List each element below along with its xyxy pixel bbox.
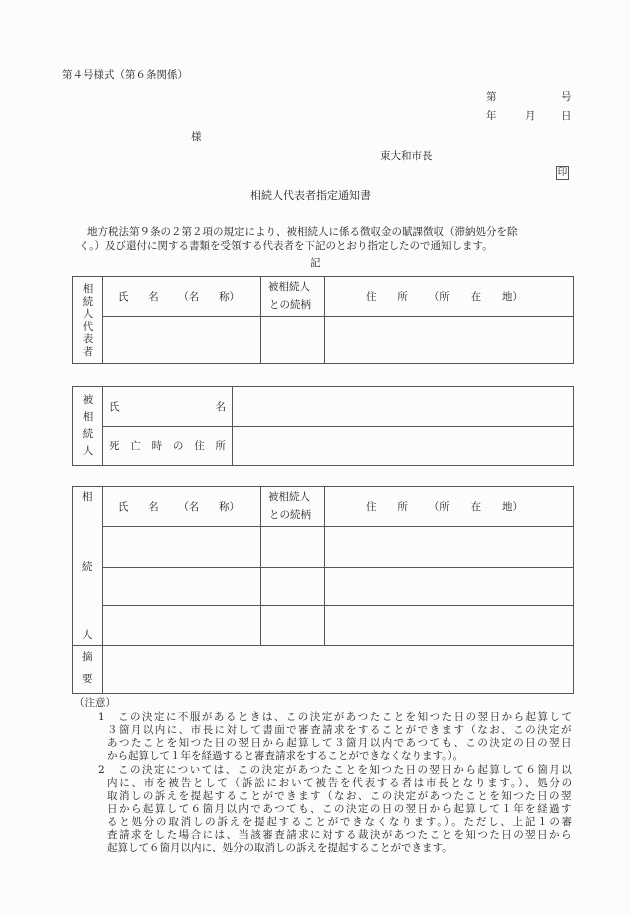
document-title: 相続人代表者指定通知書 — [250, 189, 371, 202]
ki-label: 記 — [310, 257, 321, 269]
addressee-suffix: 様 — [191, 131, 202, 143]
decedent-address-label: 死 亡 時 の 住 所 — [109, 440, 226, 452]
note-2-line: 日から起算して６箇月以内であつても、この決定の日の翌日から起算して１年を経過す — [107, 803, 573, 815]
representative-relation-header-2: との続柄 — [269, 299, 311, 311]
heirs-relation-header-1: 被相続人 — [268, 491, 310, 503]
side-char: 続 — [82, 428, 94, 440]
representative-relation-header-1: 被相続人 — [268, 281, 310, 293]
side-char: 人 — [82, 308, 94, 320]
side-char: 代 — [82, 320, 94, 333]
note-2-line: 取消しの訴えを提起することができます（なお、この決定があつたことを知つた日の翌 — [107, 790, 573, 802]
heirs-relation-header-2: との続柄 — [269, 509, 311, 521]
date-year-label: 年 — [486, 110, 497, 122]
note-2-line: ると処分の取消しの訴えを提起することができなくなります。）。ただし、上記１の審 — [107, 816, 574, 828]
note-2-line: 内に、市を被告として（訴訟において被告を代表する者は市長となります。）、処分の — [107, 777, 574, 789]
decedent-side-label — [81, 392, 95, 460]
side-char: 続 — [82, 295, 94, 308]
representative-address-input[interactable] — [325, 317, 573, 363]
heirs-side-char-1: 相 — [82, 491, 93, 503]
heir-3-relation-input[interactable] — [261, 606, 323, 644]
decedent-address-input[interactable] — [233, 427, 573, 465]
side-char: 相 — [82, 411, 94, 423]
paragraph-line-1: 地方税法第９条の２第２項の規定により、被相続人に係る徴収金の賦課徴収（滞納処分を除 — [87, 226, 518, 238]
seal-icon: 印 — [557, 167, 568, 178]
heirs-side-char-2: 続 — [82, 561, 93, 573]
representative-name-header: 氏 名 （名 称） — [118, 291, 240, 303]
representative-relation-input[interactable] — [261, 317, 323, 363]
side-char: 被 — [82, 394, 94, 406]
doc-number-prefix: 第 — [486, 91, 497, 103]
doc-number-field[interactable] — [500, 89, 556, 103]
representative-address-header: 住 所 （所 在 地） — [366, 291, 523, 303]
side-char: 人 — [82, 445, 94, 457]
note-1-line: この決定に不服があるときは、この決定があつたことを知つた日の翌日から起算して — [118, 711, 574, 723]
note-1-line: ３箇月以内に、市長に対して書面で審査請求をすることができます（なお、この決定が — [107, 724, 573, 736]
decedent-name-input[interactable] — [233, 387, 573, 425]
note-1-line: から起算して１年を経過すると審査請求をすることができなくなります。）。 — [107, 750, 464, 762]
note-1-number: 1 — [98, 711, 105, 723]
heir-1-address-input[interactable] — [325, 527, 573, 566]
representative-name-input[interactable] — [103, 317, 259, 363]
heirs-name-header: 氏 名 （名 称） — [118, 501, 240, 513]
side-char: 相 — [82, 283, 94, 295]
date-day-label: 日 — [561, 110, 572, 122]
doc-number-suffix: 号 — [561, 91, 572, 103]
heir-3-address-input[interactable] — [325, 606, 573, 644]
heir-2-relation-input[interactable] — [261, 568, 323, 604]
addressee-field[interactable] — [75, 128, 187, 144]
heir-2-name-input[interactable] — [103, 568, 259, 604]
note-2-line: 査請求をした場合には、当該審査請求に対する裁決があつたことを知つた日の翌日から — [107, 829, 573, 841]
remarks-input[interactable] — [103, 646, 573, 693]
decedent-name-label: 氏 名 — [109, 401, 226, 413]
heir-3-name-input[interactable] — [103, 606, 259, 644]
notes-heading: （注意） — [74, 697, 116, 709]
representative-side-label — [81, 283, 95, 358]
note-2-line: この決定については、この決定があつたことを知つた日の翌日から起算して６箇月以 — [118, 764, 574, 776]
remarks-char-2: 要 — [82, 673, 93, 685]
heir-1-relation-input[interactable] — [261, 527, 323, 566]
issuer-name: 東大和市長 — [380, 150, 433, 162]
date-year-field[interactable] — [465, 108, 485, 122]
note-1-line: あつたことを知つた日の翌日から起算して３箇月以内であつても、この決定の日の翌日 — [107, 737, 573, 749]
remarks-char-1: 摘 — [82, 651, 93, 663]
heirs-side-char-3: 人 — [82, 629, 93, 641]
heir-2-address-input[interactable] — [325, 568, 573, 604]
side-char: 者 — [82, 345, 94, 358]
paragraph-line-2: く。）及び還付に関する書類を受領する代表者を下記のとおり指定したので通知します。 — [79, 240, 493, 252]
note-2-line: 起算して６箇月以内に、処分の取消しの訴えを提起することができます。 — [107, 842, 453, 854]
date-month-label: 月 — [525, 110, 536, 122]
form-number: 第４号様式（第６条関係） — [62, 69, 188, 81]
note-2-number: 2 — [98, 764, 105, 776]
heir-1-name-input[interactable] — [103, 527, 259, 566]
heirs-address-header: 住 所 （所 在 地） — [366, 501, 523, 513]
side-char: 表 — [82, 333, 94, 345]
